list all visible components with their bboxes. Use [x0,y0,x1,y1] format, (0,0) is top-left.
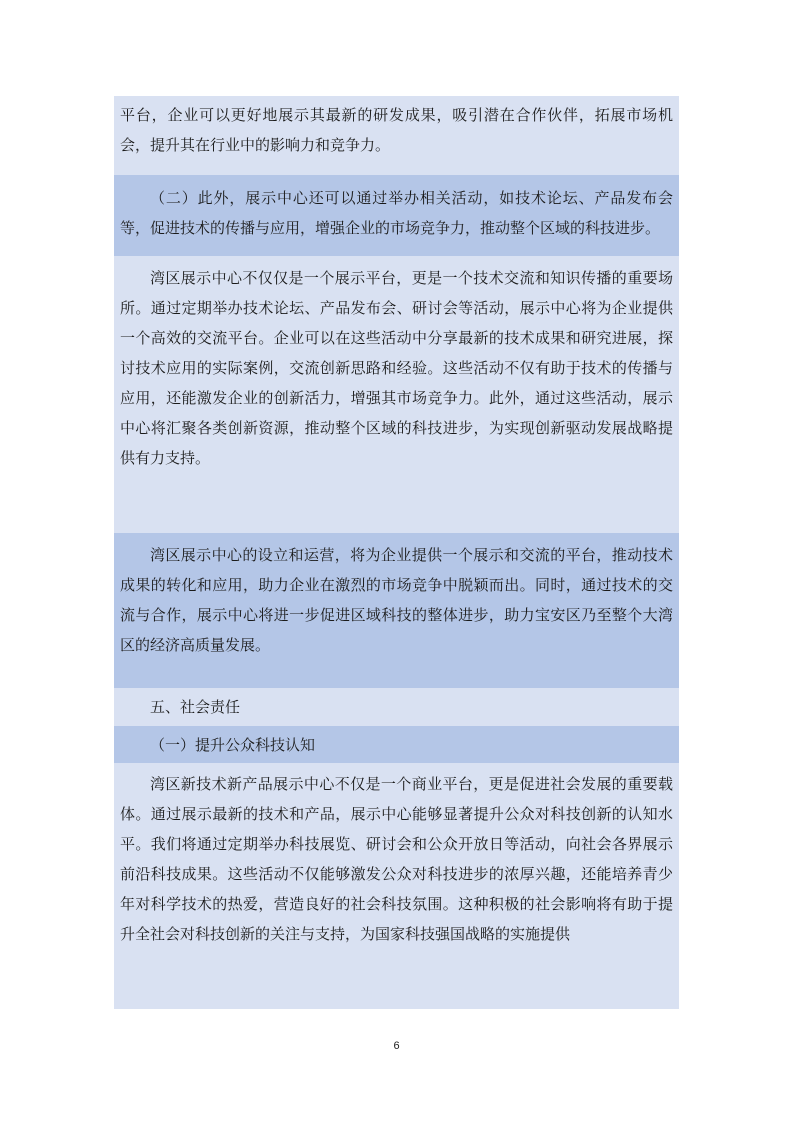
document-body [114,96,679,1009]
paragraph-text: 湾区展示中心不仅仅是一个展示平台，更是一个技术交流和知识传播的重要场所。通过定期举办技术论坛、产品发布会、研讨会等活动，展示中心将为企业提供一个高效的交流平台。企业可以在这些活动中分享最新的技术成果和研究进展，探讨技术应用的实际案例，交流创新思路和经验。这些活动不仅有助于技术的传播与应用，还能激发企业的创新活力，增强其市场竞争力。此外，通过这些活动，展示中心将汇聚各类创新资源，推动整个区域的科技进步，为实现创新驱动发展战略提供有力支持。 [120,269,673,467]
paragraph-text: 湾区新技术新产品展示中心不仅是一个商业平台，更是促进社会发展的重要载体。通过展示最新的技术和产品，展示中心能够显著提升公众对科技创新的认知水平。我们将通过定期举办科技展览、研讨会和公众开放日等活动，向社会各界展示前沿科技成果。这些活动不仅能够激发公众对科技进步的浓厚兴趣，还能培养青少年对科学技术的热爱，营造良好的社会科技氛围。这种积极的社会影响将有助于提升全社会对科技创新的关注与支持，为国家科技强国战略的实施提供 [120,775,673,943]
paragraph-text: 湾区展示中心的设立和运营，将为企业提供一个展示和交流的平台，推动技术成果的转化和应用，助力企业在激烈的市场竞争中脱颖而出。同时，通过技术的交流与合作，展示中心将进一步促进区域科技的整体进步，助力宝安区乃至整个大湾区的经济高质量发展。 [120,546,673,654]
paragraph-subsection-2 [114,175,679,256]
paragraph-continuation [114,96,679,175]
paragraph-exchange-platform [114,256,679,533]
heading-text: 五、社会责任 [150,698,241,716]
section-heading-social-responsibility [114,688,679,726]
paragraph-text: 平台，企业可以更好地展示其最新的研发成果，吸引潜在合作伙伴，拓展市场机会，提升其在行业中的影响力和竞争力。 [120,106,673,154]
paragraph-public-awareness [114,763,679,1009]
paragraph-establishment [114,533,679,688]
paragraph-text: （二）此外，展示中心还可以通过举办相关活动，如技术论坛、产品发布会等，促进技术的传播与应用，增强企业的市场竞争力，推动整个区域的科技进步。 [120,189,673,237]
subsection-heading-public-awareness [114,726,679,763]
page-number: 6 [393,1040,400,1052]
heading-text: （一）提升公众科技认知 [150,736,316,754]
